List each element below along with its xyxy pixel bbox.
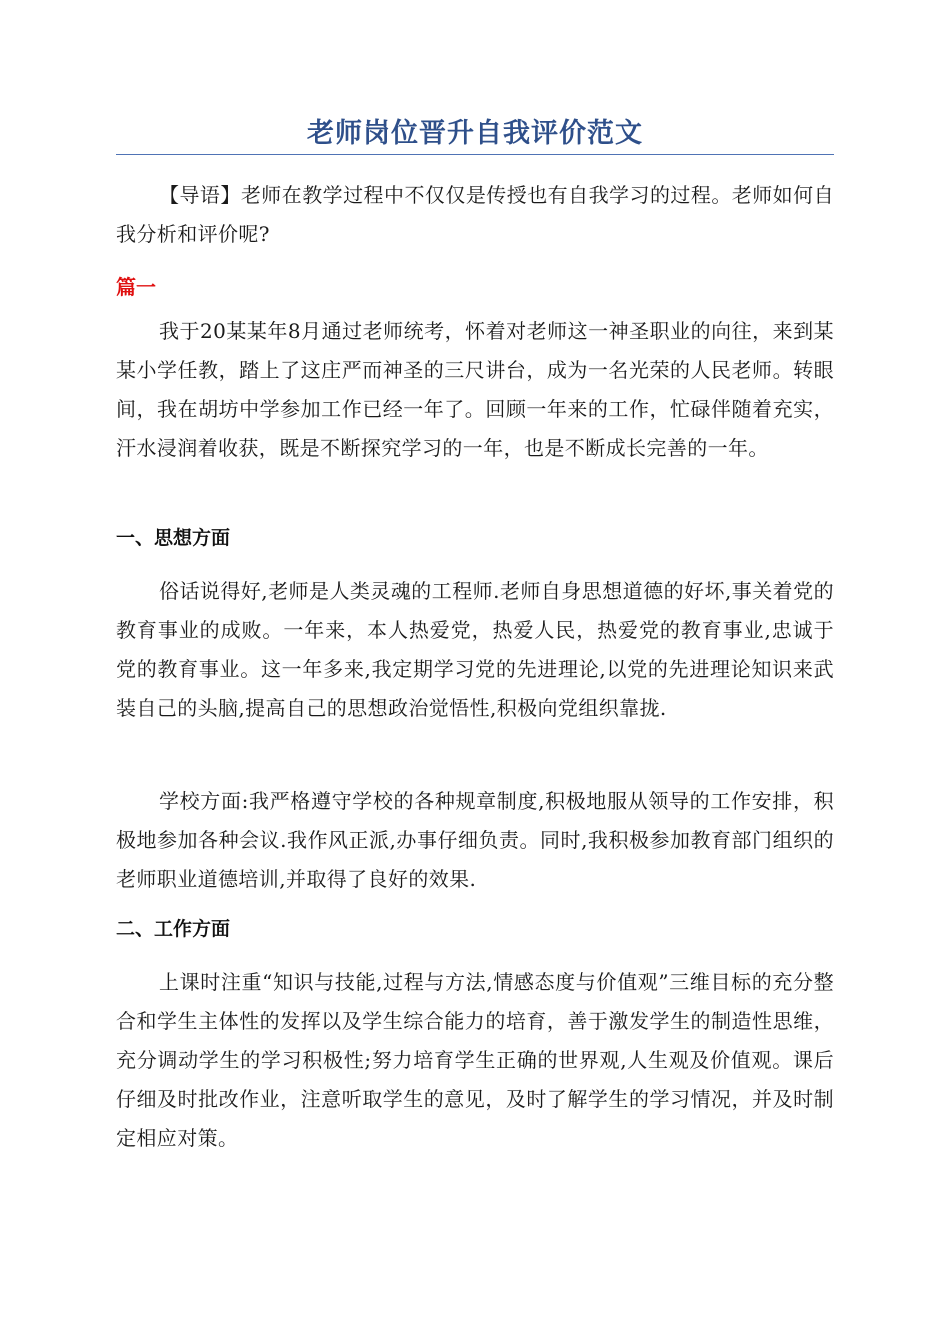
intro-paragraph: 【导语】老师在教学过程中不仅仅是传授也有自我学习的过程。老师如何自我分析和评价呢? bbox=[116, 183, 834, 246]
thought-paragraph: 俗话说得好,老师是人类灵魂的工程师.老师自身思想道德的好坏,事关着党的教育事业的成败。一年来，本人热爱党，热爱人民，热爱党的教育事业,忠诚于党的教育事业。这一年多来,我定期学习党的先进理论,以党的先进理论知识来武装自己的头脑,提高自己的思想政治觉悟性,积极向党组织靠拢. bbox=[116, 579, 834, 720]
section-heading-work: 二、工作方面 bbox=[116, 918, 231, 940]
opening-paragraph: 我于20某某年8月通过老师统考，怀着对老师这一神圣职业的向往，来到某某小学任教，踏上了这庄严而神圣的三尺讲台，成为一名光荣的人民老师。转眼间，我在胡坊中学参加工作已经一年了。回顾一年来的工作，忙碌伴随着充实，汗水浸润着收获，既是不断探究学习的一年，也是不断成长完善的一年。 bbox=[116, 319, 834, 460]
work-paragraph: 上课时注重“知识与技能,过程与方法,情感态度与价值观”三维目标的充分整合和学生主体性的发挥以及学生综合能力的培育，善于激发学生的制造性思维，充分调动学生的学习积极性;努力培育学生正确的世界观,人生观及价值观。课后仔细及时批改作业，注意听取学生的意见，及时了解学生的学习情况，并及时制定相应对策。 bbox=[116, 970, 834, 1150]
section-heading-thought: 一、思想方面 bbox=[116, 527, 231, 549]
part-heading: 篇一 bbox=[116, 275, 156, 299]
title-underline bbox=[116, 154, 834, 155]
school-paragraph: 学校方面:我严格遵守学校的各种规章制度,积极地服从领导的工作安排，积极地参加各种会议.我作风正派,办事仔细负责。同时,我积极参加教育部门组织的老师职业道德培训,并取得了良好的效果. bbox=[116, 789, 834, 891]
document-title: 老师岗位晋升自我评价范文 bbox=[307, 118, 643, 149]
